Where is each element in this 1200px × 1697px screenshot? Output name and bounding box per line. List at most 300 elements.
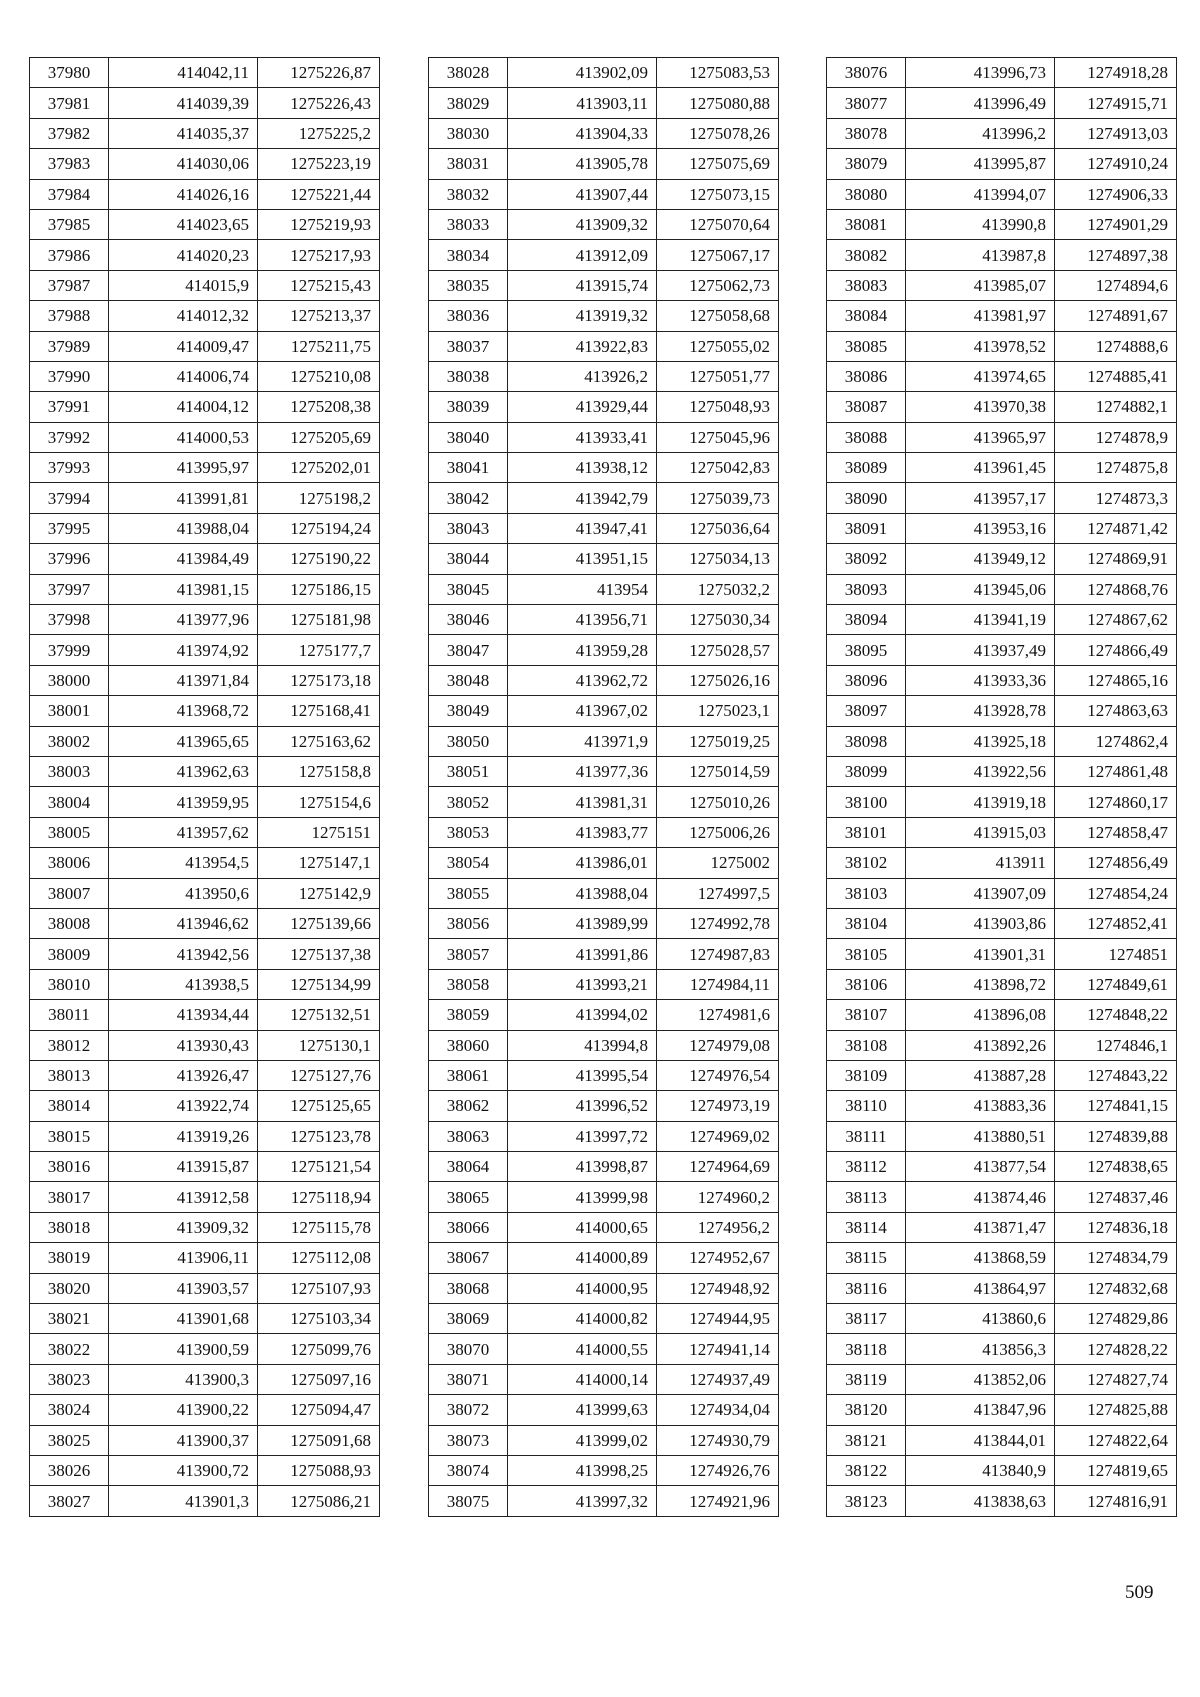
x-coordinate-cell: 413991,86 — [508, 939, 657, 969]
table-row — [30, 209, 380, 239]
y-coordinate-cell: 1274894,6 — [1055, 270, 1177, 300]
y-coordinate-cell: 1274865,16 — [1055, 665, 1177, 695]
table-row — [827, 1395, 1177, 1425]
y-coordinate-cell: 1274838,65 — [1055, 1152, 1177, 1182]
table-row — [429, 331, 779, 361]
point-id-cell: 38010 — [30, 969, 109, 999]
point-id-cell: 38069 — [429, 1304, 508, 1334]
x-coordinate-cell: 413868,59 — [906, 1243, 1055, 1273]
x-coordinate-cell: 414015,9 — [109, 270, 258, 300]
x-coordinate-cell: 413887,28 — [906, 1060, 1055, 1090]
point-id-cell: 38000 — [30, 665, 109, 695]
table-row — [429, 1364, 779, 1394]
y-coordinate-cell: 1275158,8 — [258, 756, 380, 786]
point-id-cell: 38032 — [429, 179, 508, 209]
table-row — [30, 1243, 380, 1273]
y-coordinate-cell: 1274851 — [1055, 939, 1177, 969]
x-coordinate-cell: 413928,78 — [906, 696, 1055, 726]
table-row — [30, 939, 380, 969]
point-id-cell: 38074 — [429, 1455, 508, 1485]
table-row — [827, 1364, 1177, 1394]
x-coordinate-cell: 414004,12 — [109, 392, 258, 422]
y-coordinate-cell: 1275221,44 — [258, 179, 380, 209]
table-row — [30, 696, 380, 726]
x-coordinate-cell: 413901,68 — [109, 1304, 258, 1334]
table-row — [827, 270, 1177, 300]
point-id-cell: 37993 — [30, 453, 109, 483]
point-id-cell: 38042 — [429, 483, 508, 513]
point-id-cell: 38111 — [827, 1121, 906, 1151]
y-coordinate-cell: 1274825,88 — [1055, 1395, 1177, 1425]
y-coordinate-cell: 1275026,16 — [657, 665, 779, 695]
point-id-cell: 38058 — [429, 969, 508, 999]
x-coordinate-cell: 413915,87 — [109, 1152, 258, 1182]
x-coordinate-cell: 414042,11 — [109, 58, 258, 88]
point-id-cell: 38025 — [30, 1425, 109, 1455]
point-id-cell: 38009 — [30, 939, 109, 969]
point-id-cell: 38070 — [429, 1334, 508, 1364]
x-coordinate-cell: 413905,78 — [508, 149, 657, 179]
point-id-cell: 37985 — [30, 209, 109, 239]
table-row — [827, 209, 1177, 239]
x-coordinate-cell: 413996,52 — [508, 1091, 657, 1121]
x-coordinate-cell: 413995,87 — [906, 149, 1055, 179]
coordinates-table-body — [30, 58, 380, 1517]
table-row — [827, 240, 1177, 270]
x-coordinate-cell: 413989,99 — [508, 908, 657, 938]
x-coordinate-cell: 413946,62 — [109, 908, 258, 938]
table-row — [30, 149, 380, 179]
y-coordinate-cell: 1275168,41 — [258, 696, 380, 726]
table-row — [30, 1304, 380, 1334]
table-row — [429, 149, 779, 179]
x-coordinate-cell: 413906,11 — [109, 1243, 258, 1273]
y-coordinate-cell: 1274937,49 — [657, 1364, 779, 1394]
table-row — [429, 1486, 779, 1516]
y-coordinate-cell: 1275051,77 — [657, 361, 779, 391]
table-row — [429, 58, 779, 88]
x-coordinate-cell: 413956,71 — [508, 605, 657, 635]
point-id-cell: 38052 — [429, 787, 508, 817]
table-row — [429, 1152, 779, 1182]
y-coordinate-cell: 1275103,34 — [258, 1304, 380, 1334]
table-row — [429, 1030, 779, 1060]
y-coordinate-cell: 1274997,5 — [657, 878, 779, 908]
y-coordinate-cell: 1274869,91 — [1055, 544, 1177, 574]
y-coordinate-cell: 1274973,19 — [657, 1091, 779, 1121]
y-coordinate-cell: 1275147,1 — [258, 848, 380, 878]
point-id-cell: 38024 — [30, 1395, 109, 1425]
table-row — [30, 88, 380, 118]
y-coordinate-cell: 1274822,64 — [1055, 1425, 1177, 1455]
y-coordinate-cell: 1275137,38 — [258, 939, 380, 969]
table-row — [429, 1091, 779, 1121]
point-id-cell: 38118 — [827, 1334, 906, 1364]
point-id-cell: 38034 — [429, 240, 508, 270]
table-row — [429, 1060, 779, 1090]
point-id-cell: 38088 — [827, 422, 906, 452]
point-id-cell: 37982 — [30, 118, 109, 148]
table-row — [827, 1121, 1177, 1151]
x-coordinate-cell: 413965,97 — [906, 422, 1055, 452]
y-coordinate-cell: 1274871,42 — [1055, 513, 1177, 543]
x-coordinate-cell: 413909,32 — [109, 1212, 258, 1242]
x-coordinate-cell: 413950,6 — [109, 878, 258, 908]
table-row — [429, 118, 779, 148]
point-id-cell: 37984 — [30, 179, 109, 209]
y-coordinate-cell: 1274836,18 — [1055, 1212, 1177, 1242]
table-row — [30, 1455, 380, 1485]
table-row — [30, 635, 380, 665]
table-row — [30, 665, 380, 695]
y-coordinate-cell: 1275130,1 — [258, 1030, 380, 1060]
table-row — [30, 361, 380, 391]
table-row — [827, 1060, 1177, 1090]
y-coordinate-cell: 1275163,62 — [258, 726, 380, 756]
table-row — [429, 969, 779, 999]
x-coordinate-cell: 413901,31 — [906, 939, 1055, 969]
x-coordinate-cell: 413957,17 — [906, 483, 1055, 513]
table-row — [429, 240, 779, 270]
x-coordinate-cell: 413987,8 — [906, 240, 1055, 270]
y-coordinate-cell: 1275028,57 — [657, 635, 779, 665]
point-id-cell: 38017 — [30, 1182, 109, 1212]
x-coordinate-cell: 413954 — [508, 574, 657, 604]
point-id-cell: 38051 — [429, 756, 508, 786]
point-id-cell: 38001 — [30, 696, 109, 726]
table-row — [429, 209, 779, 239]
y-coordinate-cell: 1274829,86 — [1055, 1304, 1177, 1334]
point-id-cell: 37989 — [30, 331, 109, 361]
table-row — [429, 270, 779, 300]
x-coordinate-cell: 413945,06 — [906, 574, 1055, 604]
table-row — [30, 605, 380, 635]
point-id-cell: 38097 — [827, 696, 906, 726]
table-row — [429, 787, 779, 817]
point-id-cell: 37997 — [30, 574, 109, 604]
table-row — [827, 149, 1177, 179]
table-row — [827, 605, 1177, 635]
x-coordinate-cell: 413938,12 — [508, 453, 657, 483]
y-coordinate-cell: 1274981,6 — [657, 1000, 779, 1030]
x-coordinate-cell: 413996,49 — [906, 88, 1055, 118]
table-row — [429, 1212, 779, 1242]
x-coordinate-cell: 413933,36 — [906, 665, 1055, 695]
point-id-cell: 38026 — [30, 1455, 109, 1485]
table-row — [30, 1273, 380, 1303]
y-coordinate-cell: 1275139,66 — [258, 908, 380, 938]
x-coordinate-cell: 413993,21 — [508, 969, 657, 999]
point-id-cell: 37980 — [30, 58, 109, 88]
y-coordinate-cell: 1275112,08 — [258, 1243, 380, 1273]
x-coordinate-cell: 413907,44 — [508, 179, 657, 209]
y-coordinate-cell: 1275039,73 — [657, 483, 779, 513]
y-coordinate-cell: 1274915,71 — [1055, 88, 1177, 118]
x-coordinate-cell: 413942,79 — [508, 483, 657, 513]
point-id-cell: 38116 — [827, 1273, 906, 1303]
table-row — [827, 1243, 1177, 1273]
y-coordinate-cell: 1275045,96 — [657, 422, 779, 452]
page-number: 509 — [1125, 1582, 1154, 1603]
point-id-cell: 38053 — [429, 817, 508, 847]
point-id-cell: 38063 — [429, 1121, 508, 1151]
coordinates-table-3 — [826, 57, 1177, 1517]
table-row — [30, 301, 380, 331]
x-coordinate-cell: 413926,2 — [508, 361, 657, 391]
table-row — [30, 574, 380, 604]
table-row — [429, 726, 779, 756]
y-coordinate-cell: 1274843,22 — [1055, 1060, 1177, 1090]
x-coordinate-cell: 413974,65 — [906, 361, 1055, 391]
y-coordinate-cell: 1275006,26 — [657, 817, 779, 847]
point-id-cell: 38119 — [827, 1364, 906, 1394]
x-coordinate-cell: 413981,31 — [508, 787, 657, 817]
y-coordinate-cell: 1275219,93 — [258, 209, 380, 239]
y-coordinate-cell: 1275225,2 — [258, 118, 380, 148]
point-id-cell: 38087 — [827, 392, 906, 422]
y-coordinate-cell: 1274960,2 — [657, 1182, 779, 1212]
x-coordinate-cell: 413896,08 — [906, 1000, 1055, 1030]
point-id-cell: 38106 — [827, 969, 906, 999]
table-row — [429, 392, 779, 422]
table-row — [30, 1486, 380, 1516]
table-row — [429, 1304, 779, 1334]
point-id-cell: 38054 — [429, 848, 508, 878]
y-coordinate-cell: 1275083,53 — [657, 58, 779, 88]
table-row — [429, 605, 779, 635]
y-coordinate-cell: 1274910,24 — [1055, 149, 1177, 179]
point-id-cell: 38008 — [30, 908, 109, 938]
table-row — [30, 453, 380, 483]
x-coordinate-cell: 414030,06 — [109, 149, 258, 179]
y-coordinate-cell: 1274878,9 — [1055, 422, 1177, 452]
x-coordinate-cell: 413978,52 — [906, 331, 1055, 361]
y-coordinate-cell: 1275086,21 — [258, 1486, 380, 1516]
y-coordinate-cell: 1274948,92 — [657, 1273, 779, 1303]
x-coordinate-cell: 413900,22 — [109, 1395, 258, 1425]
table-row — [429, 361, 779, 391]
table-row — [827, 1304, 1177, 1334]
x-coordinate-cell: 413983,77 — [508, 817, 657, 847]
point-id-cell: 38081 — [827, 209, 906, 239]
x-coordinate-cell: 413922,83 — [508, 331, 657, 361]
y-coordinate-cell: 1275042,83 — [657, 453, 779, 483]
y-coordinate-cell: 1274854,24 — [1055, 878, 1177, 908]
y-coordinate-cell: 1275080,88 — [657, 88, 779, 118]
point-id-cell: 38080 — [827, 179, 906, 209]
point-id-cell: 38122 — [827, 1455, 906, 1485]
table-row — [30, 270, 380, 300]
point-id-cell: 38115 — [827, 1243, 906, 1273]
x-coordinate-cell: 413962,72 — [508, 665, 657, 695]
point-id-cell: 37988 — [30, 301, 109, 331]
x-coordinate-cell: 413871,47 — [906, 1212, 1055, 1242]
x-coordinate-cell: 413996,2 — [906, 118, 1055, 148]
x-coordinate-cell: 413977,96 — [109, 605, 258, 635]
point-id-cell: 38094 — [827, 605, 906, 635]
x-coordinate-cell: 413957,62 — [109, 817, 258, 847]
point-id-cell: 38006 — [30, 848, 109, 878]
x-coordinate-cell: 413967,02 — [508, 696, 657, 726]
y-coordinate-cell: 1275023,1 — [657, 696, 779, 726]
y-coordinate-cell: 1275048,93 — [657, 392, 779, 422]
x-coordinate-cell: 413997,72 — [508, 1121, 657, 1151]
x-coordinate-cell: 414026,16 — [109, 179, 258, 209]
point-id-cell: 38004 — [30, 787, 109, 817]
y-coordinate-cell: 1275151 — [258, 817, 380, 847]
x-coordinate-cell: 413838,63 — [906, 1486, 1055, 1516]
x-coordinate-cell: 413999,02 — [508, 1425, 657, 1455]
table-row — [429, 1000, 779, 1030]
y-coordinate-cell: 1275115,78 — [258, 1212, 380, 1242]
y-coordinate-cell: 1274858,47 — [1055, 817, 1177, 847]
table-row — [30, 726, 380, 756]
y-coordinate-cell: 1274828,22 — [1055, 1334, 1177, 1364]
point-id-cell: 38023 — [30, 1364, 109, 1394]
x-coordinate-cell: 413847,96 — [906, 1395, 1055, 1425]
table-row — [827, 331, 1177, 361]
x-coordinate-cell: 413942,56 — [109, 939, 258, 969]
y-coordinate-cell: 1275226,43 — [258, 88, 380, 118]
point-id-cell: 38107 — [827, 1000, 906, 1030]
table-row — [30, 756, 380, 786]
y-coordinate-cell: 1275208,38 — [258, 392, 380, 422]
y-coordinate-cell: 1274944,95 — [657, 1304, 779, 1334]
y-coordinate-cell: 1274964,69 — [657, 1152, 779, 1182]
x-coordinate-cell: 413926,47 — [109, 1060, 258, 1090]
point-id-cell: 38108 — [827, 1030, 906, 1060]
point-id-cell: 38036 — [429, 301, 508, 331]
x-coordinate-cell: 413919,32 — [508, 301, 657, 331]
table-row — [429, 88, 779, 118]
point-id-cell: 38098 — [827, 726, 906, 756]
y-coordinate-cell: 1275205,69 — [258, 422, 380, 452]
y-coordinate-cell: 1274984,11 — [657, 969, 779, 999]
y-coordinate-cell: 1274868,76 — [1055, 574, 1177, 604]
table-row — [30, 422, 380, 452]
x-coordinate-cell: 413996,73 — [906, 58, 1055, 88]
y-coordinate-cell: 1275194,24 — [258, 513, 380, 543]
table-row — [827, 1425, 1177, 1455]
table-row — [827, 787, 1177, 817]
y-coordinate-cell: 1274852,41 — [1055, 908, 1177, 938]
point-id-cell: 37981 — [30, 88, 109, 118]
x-coordinate-cell: 413997,32 — [508, 1486, 657, 1516]
table-row — [30, 392, 380, 422]
point-id-cell: 37996 — [30, 544, 109, 574]
y-coordinate-cell: 1275217,93 — [258, 240, 380, 270]
table-row — [30, 878, 380, 908]
x-coordinate-cell: 414000,82 — [508, 1304, 657, 1334]
point-id-cell: 38076 — [827, 58, 906, 88]
x-coordinate-cell: 413915,03 — [906, 817, 1055, 847]
y-coordinate-cell: 1274848,22 — [1055, 1000, 1177, 1030]
point-id-cell: 38048 — [429, 665, 508, 695]
table-row — [827, 453, 1177, 483]
table-row — [429, 483, 779, 513]
x-coordinate-cell: 413900,72 — [109, 1455, 258, 1485]
x-coordinate-cell: 413901,3 — [109, 1486, 258, 1516]
y-coordinate-cell: 1275118,94 — [258, 1182, 380, 1212]
x-coordinate-cell: 413912,09 — [508, 240, 657, 270]
x-coordinate-cell: 413962,63 — [109, 756, 258, 786]
x-coordinate-cell: 413892,26 — [906, 1030, 1055, 1060]
table-row — [30, 1091, 380, 1121]
x-coordinate-cell: 413903,11 — [508, 88, 657, 118]
y-coordinate-cell: 1274861,48 — [1055, 756, 1177, 786]
point-id-cell: 38044 — [429, 544, 508, 574]
point-id-cell: 37994 — [30, 483, 109, 513]
table-row — [827, 939, 1177, 969]
y-coordinate-cell: 1274841,15 — [1055, 1091, 1177, 1121]
x-coordinate-cell: 414009,47 — [109, 331, 258, 361]
x-coordinate-cell: 413909,32 — [508, 209, 657, 239]
point-id-cell: 38086 — [827, 361, 906, 391]
point-id-cell: 38073 — [429, 1425, 508, 1455]
y-coordinate-cell: 1275070,64 — [657, 209, 779, 239]
x-coordinate-cell: 413844,01 — [906, 1425, 1055, 1455]
y-coordinate-cell: 1274873,3 — [1055, 483, 1177, 513]
x-coordinate-cell: 413919,18 — [906, 787, 1055, 817]
x-coordinate-cell: 413995,97 — [109, 453, 258, 483]
x-coordinate-cell: 413874,46 — [906, 1182, 1055, 1212]
point-id-cell: 38090 — [827, 483, 906, 513]
y-coordinate-cell: 1275123,78 — [258, 1121, 380, 1151]
point-id-cell: 37995 — [30, 513, 109, 543]
x-coordinate-cell: 413998,87 — [508, 1152, 657, 1182]
x-coordinate-cell: 413907,09 — [906, 878, 1055, 908]
x-coordinate-cell: 413902,09 — [508, 58, 657, 88]
table-row — [827, 878, 1177, 908]
table-row — [429, 1121, 779, 1151]
y-coordinate-cell: 1275198,2 — [258, 483, 380, 513]
x-coordinate-cell: 413930,43 — [109, 1030, 258, 1060]
point-id-cell: 37986 — [30, 240, 109, 270]
y-coordinate-cell: 1274913,03 — [1055, 118, 1177, 148]
x-coordinate-cell: 413998,25 — [508, 1455, 657, 1485]
y-coordinate-cell: 1274866,49 — [1055, 635, 1177, 665]
table-row — [30, 969, 380, 999]
y-coordinate-cell: 1275181,98 — [258, 605, 380, 635]
y-coordinate-cell: 1274921,96 — [657, 1486, 779, 1516]
coordinates-table-2 — [428, 57, 779, 1517]
x-coordinate-cell: 413922,74 — [109, 1091, 258, 1121]
x-coordinate-cell: 414012,32 — [109, 301, 258, 331]
table-row — [827, 665, 1177, 695]
point-id-cell: 38031 — [429, 149, 508, 179]
table-row — [30, 1060, 380, 1090]
y-coordinate-cell: 1275088,93 — [258, 1455, 380, 1485]
point-id-cell: 37998 — [30, 605, 109, 635]
y-coordinate-cell: 1274992,78 — [657, 908, 779, 938]
x-coordinate-cell: 413852,06 — [906, 1364, 1055, 1394]
x-coordinate-cell: 414000,14 — [508, 1364, 657, 1394]
table-row — [827, 301, 1177, 331]
table-row — [429, 179, 779, 209]
table-row — [429, 1273, 779, 1303]
point-id-cell: 37999 — [30, 635, 109, 665]
x-coordinate-cell: 414000,53 — [109, 422, 258, 452]
y-coordinate-cell: 1275030,34 — [657, 605, 779, 635]
x-coordinate-cell: 413974,92 — [109, 635, 258, 665]
table-row — [827, 513, 1177, 543]
point-id-cell: 38083 — [827, 270, 906, 300]
x-coordinate-cell: 413912,58 — [109, 1182, 258, 1212]
table-row — [429, 1182, 779, 1212]
point-id-cell: 38007 — [30, 878, 109, 908]
y-coordinate-cell: 1275075,69 — [657, 149, 779, 179]
y-coordinate-cell: 1275186,15 — [258, 574, 380, 604]
